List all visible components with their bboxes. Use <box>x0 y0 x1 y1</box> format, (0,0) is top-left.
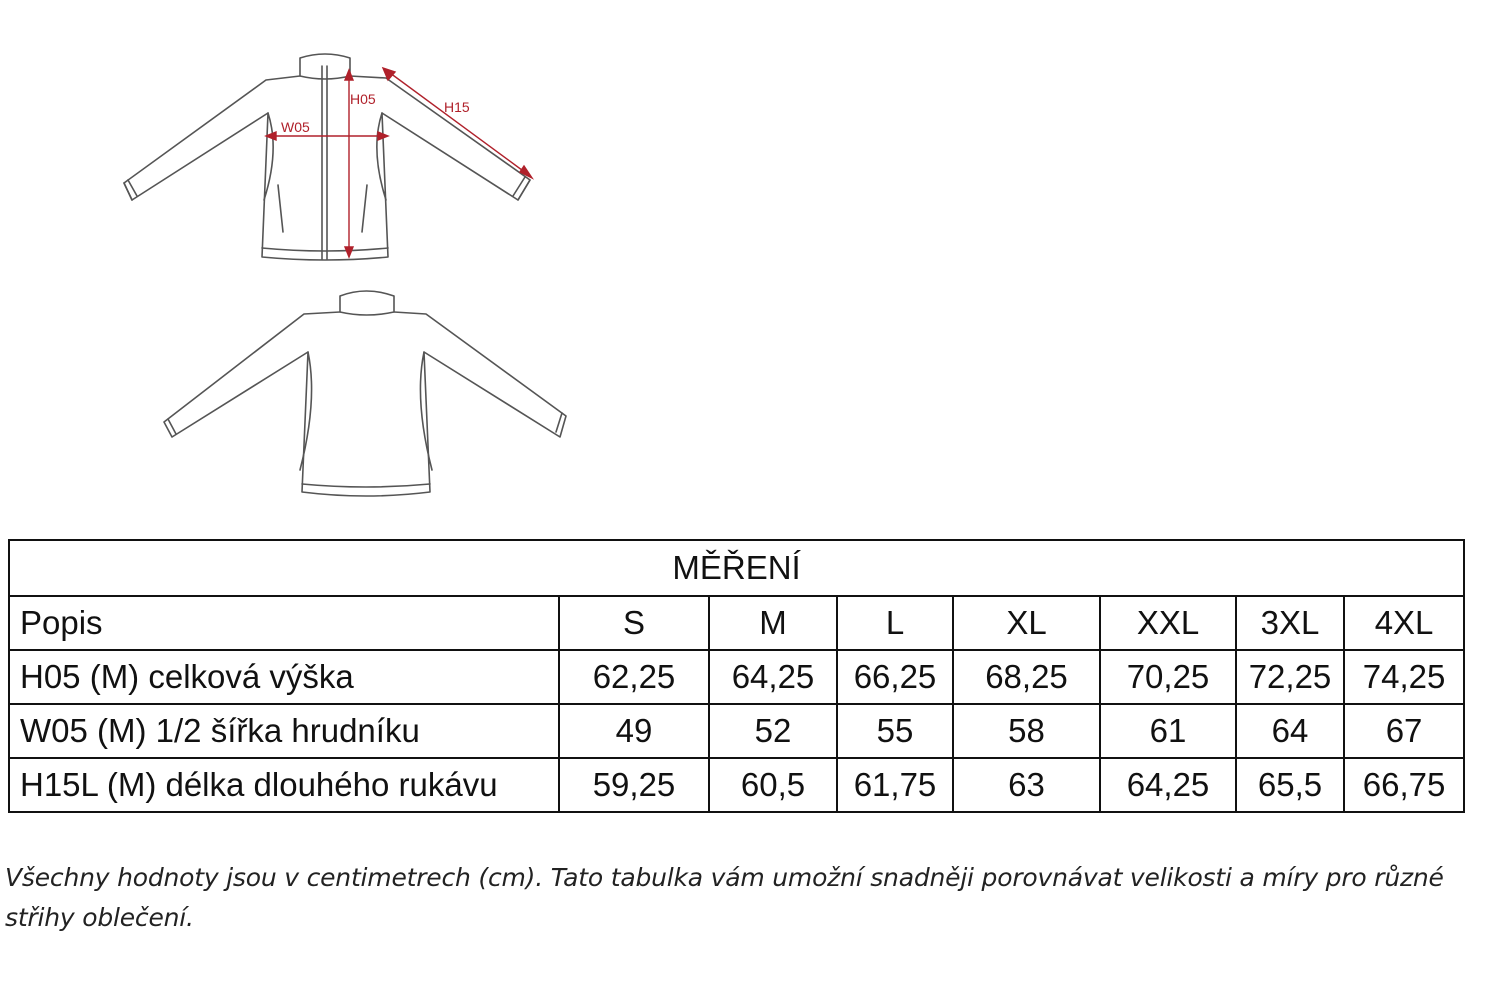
measurement-lines <box>266 68 532 257</box>
header-size: XL <box>953 596 1100 650</box>
table-title: MĚŘENÍ <box>9 540 1464 596</box>
table-cell: 62,25 <box>559 650 709 704</box>
table-cell: 59,25 <box>559 758 709 812</box>
table-cell: 66,75 <box>1344 758 1464 812</box>
table-cell: 64,25 <box>709 650 837 704</box>
jacket-diagram <box>0 0 640 520</box>
table-cell: 60,5 <box>709 758 837 812</box>
table-cell: 63 <box>953 758 1100 812</box>
header-size: 4XL <box>1344 596 1464 650</box>
jacket-front-back-drawing <box>0 0 640 520</box>
header-size: M <box>709 596 837 650</box>
table-cell: 64,25 <box>1100 758 1236 812</box>
jacket-front-outline <box>124 54 530 260</box>
height-marker-label: H05 <box>350 91 376 107</box>
row-label: H05 (M) celková výška <box>9 650 559 704</box>
table-cell: 64 <box>1236 704 1344 758</box>
table-cell: 55 <box>837 704 953 758</box>
units-footnote: Všechny hodnoty jsou v centimetrech (cm). Tato tabulka vám umožní snadněji porovnávat velikosti a míry pro různé střihy oblečení. <box>5 863 1444 932</box>
table-row <box>9 650 1464 704</box>
table-cell: 58 <box>953 704 1100 758</box>
table-cell: 61 <box>1100 704 1236 758</box>
table-cell: 66,25 <box>837 650 953 704</box>
table-cell: 52 <box>709 704 837 758</box>
header-size: XXL <box>1100 596 1236 650</box>
table-header-row <box>9 596 1464 650</box>
table-cell: 49 <box>559 704 709 758</box>
table-cell: 74,25 <box>1344 650 1464 704</box>
table-cell: 68,25 <box>953 650 1100 704</box>
table-title-row <box>9 540 1464 596</box>
table-row <box>9 704 1464 758</box>
table-cell: 72,25 <box>1236 650 1344 704</box>
size-chart-table <box>8 539 1465 813</box>
header-size: S <box>559 596 709 650</box>
jacket-back-outline <box>164 291 566 496</box>
row-label: H15L (M) délka dlouhého rukávu <box>9 758 559 812</box>
row-label: W05 (M) 1/2 šířka hrudníku <box>9 704 559 758</box>
header-label: Popis <box>9 596 559 650</box>
table-cell: 61,75 <box>837 758 953 812</box>
header-size: L <box>837 596 953 650</box>
header-size: 3XL <box>1236 596 1344 650</box>
table-cell: 65,5 <box>1236 758 1344 812</box>
table-cell: 70,25 <box>1100 650 1236 704</box>
table-row <box>9 758 1464 812</box>
sleeve-marker-label: H15 <box>444 99 470 115</box>
table-cell: 67 <box>1344 704 1464 758</box>
chest-marker-label: W05 <box>281 119 310 135</box>
